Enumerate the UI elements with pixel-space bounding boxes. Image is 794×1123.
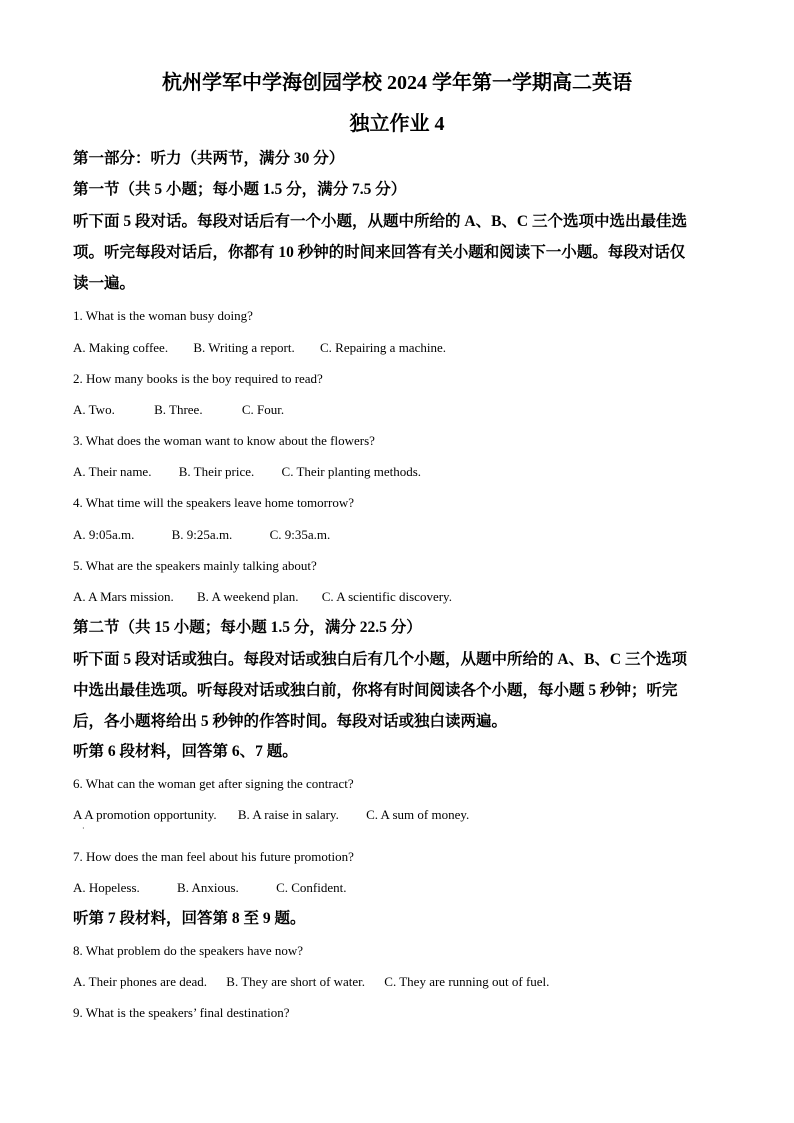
question-1: 1. What is the woman busy doing? — [73, 308, 253, 323]
instruction-line: 后，各小题将给出 5 秒钟的作答时间。每段对话或独白读两遍。 — [73, 713, 508, 730]
part1-heading: 第一部分：听力（共两节，满分 30 分） — [73, 150, 345, 167]
option-b: B. A raise in salary. — [237, 807, 339, 822]
instruction-line: 中选出最佳选项。听每段对话或独白前，你将有时间阅读各个小题，每小题 5 秒钟；听完 — [73, 682, 678, 699]
question-3: 3. What does the woman want to know about the flowers? — [73, 433, 375, 448]
question-1-options — [73, 339, 468, 357]
option-a: A. Hopeless. — [73, 880, 140, 895]
option-a: A A promotion opportunity. — [73, 807, 217, 822]
option-b: B. Anxious. — [177, 880, 239, 895]
question-5-options — [73, 588, 474, 606]
question-2-options — [73, 401, 306, 419]
option-b: B. Writing a report. — [193, 340, 295, 355]
option-a: A. Their name. — [73, 464, 152, 479]
question-8-options — [73, 973, 571, 991]
material-6-heading: 听第 6 段材料，回答第 6、7 题。 — [73, 743, 298, 760]
option-c: C. Four. — [241, 402, 285, 417]
question-4: 4. What time will the speakers leave home tomorrow? — [73, 495, 354, 510]
option-b: B. A weekend plan. — [197, 589, 299, 604]
option-a: A. Their phones are dead. — [73, 974, 208, 989]
section2-instructions — [73, 644, 723, 737]
option-b: B. Three. — [154, 402, 203, 417]
option-c: C. Their planting methods. — [281, 464, 422, 479]
option-c: C. They are running out of fuel. — [384, 974, 550, 989]
document-subtitle: 独立作业 4 — [349, 113, 445, 135]
question-8: 8. What problem do the speakers have now? — [73, 943, 304, 958]
section2-heading: 第二节（共 15 小题；每小题 1.5 分，满分 22.5 分） — [73, 619, 422, 636]
question-6-options — [73, 806, 491, 824]
option-a: A. A Mars mission. — [73, 589, 174, 604]
option-a: A. Making coffee. — [73, 340, 169, 355]
section1-heading: 第一节（共 5 小题；每小题 1.5 分，满分 7.5 分） — [73, 181, 407, 198]
question-2: 2. How many books is the boy required to read? — [73, 371, 323, 386]
question-7-options — [73, 879, 368, 897]
question-5: 5. What are the speakers mainly talking about? — [73, 558, 317, 573]
option-c: C. Confident. — [276, 880, 347, 895]
document-title: 杭州学军中学海创园学校 2024 学年第一学期高二英语 — [162, 72, 632, 94]
question-3-options — [73, 463, 443, 481]
instruction-line: 听下面 5 段对话。每段对话后有一个小题，从题中所给的 A、B、C 三个选项中选出最佳选 — [73, 213, 687, 230]
instruction-line: 读一遍。 — [73, 275, 136, 292]
option-b: B. They are short of water. — [226, 974, 366, 989]
option-a: A. 9:05a.m. — [73, 527, 135, 542]
option-c: C. A sum of money. — [366, 807, 470, 822]
option-c: C. Repairing a machine. — [319, 340, 446, 355]
option-b: B. 9:25a.m. — [171, 527, 233, 542]
option-a: A. Two. — [73, 402, 115, 417]
material-7-heading: 听第 7 段材料，回答第 8 至 9 题。 — [73, 910, 306, 927]
option-b: B. Their price. — [178, 464, 255, 479]
instruction-line: 项。听完每段对话后，你都有 10 秒钟的时间来回答有关小题和阅读下一小题。每段对话仅 — [73, 244, 686, 261]
section1-instructions — [73, 206, 723, 299]
question-6: 6. What can the woman get after signing the contract? — [73, 776, 354, 791]
stray-mark: · — [82, 824, 85, 833]
option-c: C. A scientific discovery. — [321, 589, 452, 604]
question-9: 9. What is the speakers’ final destination? — [73, 1005, 290, 1020]
option-c: C. 9:35a.m. — [269, 527, 331, 542]
instruction-line: 听下面 5 段对话或独白。每段对话或独白后有几个小题，从题中所给的 A、B、C 三个选项 — [73, 651, 687, 668]
question-4-options — [73, 526, 352, 544]
question-7: 7. How does the man feel about his future promotion? — [73, 849, 354, 864]
